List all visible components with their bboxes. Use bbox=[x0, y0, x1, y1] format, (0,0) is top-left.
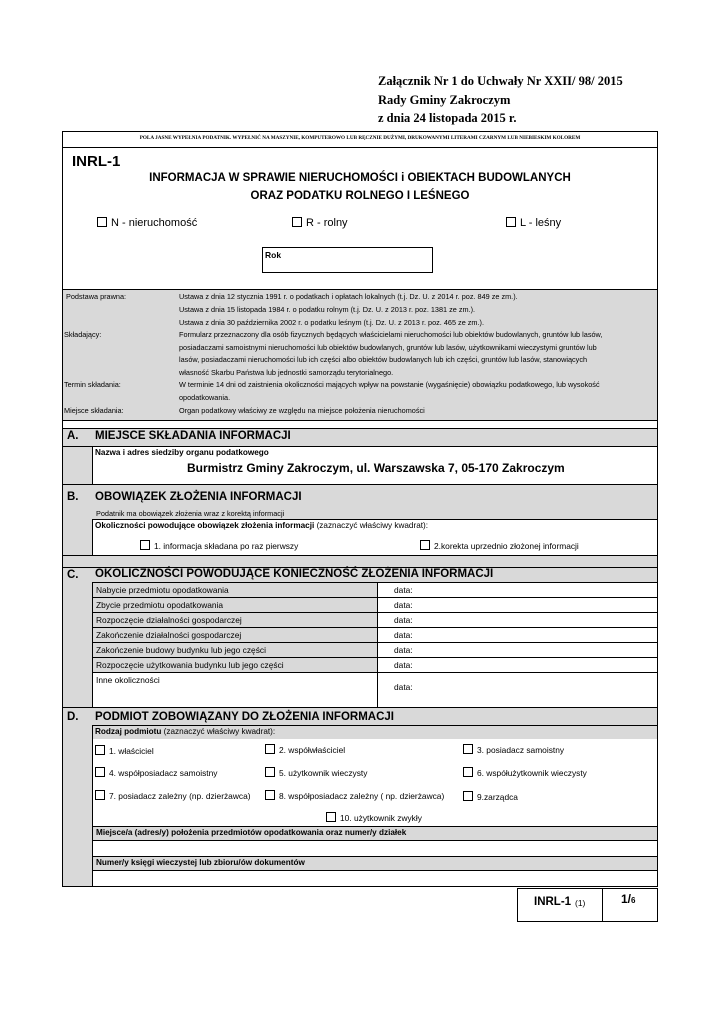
circumstance-row: Zakończenie budowy budynku lub jego części bbox=[96, 645, 266, 655]
date-field[interactable]: data: bbox=[394, 615, 413, 625]
correction-option[interactable]: 2.korekta uprzednio złożonej informacji bbox=[420, 540, 579, 551]
type-option-r[interactable]: R - rolny bbox=[292, 217, 348, 229]
land-register-label: Numer/y księgi wieczystej lub zbioru/ów dokumentów bbox=[96, 858, 305, 867]
section-d-letter: D. bbox=[67, 711, 79, 723]
entity-option-owner[interactable]: 1. właściciel bbox=[95, 745, 154, 756]
location-field[interactable] bbox=[93, 841, 657, 855]
basis-text: Ustawa z dnia 12 stycznia 1991 r. o podatkach i opłatach lokalnych (t.j. Dz. U. z 2014 r. poz. 849 ze zm.). bbox=[179, 292, 518, 301]
section-d-title: PODMIOT ZOBOWIĄZANY DO ZŁOŻENIA INFORMACJI bbox=[95, 711, 394, 723]
checkbox-icon[interactable] bbox=[463, 767, 473, 777]
footer-box bbox=[517, 888, 658, 922]
location-label: Miejsce/a (adres/y) położenia przedmiotów opodatkowania oraz numer/y działek bbox=[96, 828, 407, 837]
circumstance-row: Rozpoczęcie użytkowania budynku lub jego części bbox=[96, 660, 284, 670]
basis-text: Ustawa z dnia 30 października 2002 r. o podatku leśnym (t.j. Dz. U. z 2013 r. poz. 465 ze zm.). bbox=[179, 318, 484, 327]
entity-option-possessor[interactable]: 3. posiadacz samoistny bbox=[463, 744, 564, 755]
section-c-title: OKOLICZNOŚCI POWODUJĄCE KONIECZNOŚĆ ZŁOŻENIA INFORMACJI bbox=[95, 568, 494, 580]
date-field[interactable]: data: bbox=[394, 585, 413, 595]
form-code: INRL-1 bbox=[72, 153, 121, 170]
checkbox-icon[interactable] bbox=[97, 217, 107, 227]
entity-kind-label: Rodzaj podmiotu (zaznaczyć właściwy kwadrat): bbox=[95, 727, 276, 736]
fill-instruction: POLA JASNE WYPEŁNIA PODATNIK. WYPEŁNIĆ NA MASZYNIE, KOMPUTEROWO LUB RĘCZNIE DUŻYMI, DRUKOWANYMI LITERAMI CZARNYM LUB NIEBIESKIM KOLOREM bbox=[139, 135, 581, 141]
type-option-l[interactable]: L - leśny bbox=[506, 217, 561, 229]
section-a-title: MIEJSCE SKŁADANIA INFORMACJI bbox=[95, 430, 291, 442]
deadline-label: Termin składania: bbox=[64, 380, 121, 389]
checkbox-icon[interactable] bbox=[292, 217, 302, 227]
circumstance-row: Rozpoczęcie działalności gospodarczej bbox=[96, 615, 242, 625]
entity-option-manager[interactable]: 9.zarządca bbox=[463, 791, 518, 802]
checkbox-icon[interactable] bbox=[265, 767, 275, 777]
section-c-shade bbox=[63, 567, 92, 707]
checkbox-icon[interactable] bbox=[95, 767, 105, 777]
checkbox-icon[interactable] bbox=[140, 540, 150, 550]
date-field[interactable]: data: bbox=[394, 645, 413, 655]
filer-label: Składający: bbox=[64, 330, 102, 339]
entity-option-co-owner[interactable]: 2. współwłaściciel bbox=[265, 744, 345, 755]
filer-text: posiadaczami samoistnymi nieruchomości lub obiektów budowlanych, gruntów lub lasów, użytkownikami wieczystymi gruntów lub bbox=[179, 343, 597, 352]
section-a-letter: A. bbox=[67, 430, 79, 442]
checkbox-icon[interactable] bbox=[95, 790, 105, 800]
section-b-letter: B. bbox=[67, 491, 79, 503]
filer-text: Formularz przeznaczony dla osób fizycznych będących właścicielami nieruchomości lub obiektów budowlanych, gruntów lub lasów, bbox=[179, 330, 603, 339]
checkbox-icon[interactable] bbox=[463, 791, 473, 801]
entity-option-dependent-possessor[interactable]: 7. posiadacz zależny (np. dzierżawca) bbox=[95, 790, 251, 801]
deadline-text: opodatkowania. bbox=[179, 393, 231, 402]
section-c-letter: C. bbox=[67, 569, 79, 581]
date-field[interactable]: data: bbox=[394, 630, 413, 640]
correction-note: Podatnik ma obowiązek złożenia wraz z korektą informacji bbox=[96, 509, 285, 518]
land-register-field[interactable] bbox=[93, 871, 657, 885]
entity-option-perpetual-user[interactable]: 5. użytkownik wieczysty bbox=[265, 767, 367, 778]
form-title-line1: INFORMACJA W SPRAWIE NIERUCHOMOŚCI i OBIEKTACH BUDOWLANYCH bbox=[149, 172, 571, 184]
checkbox-icon[interactable] bbox=[265, 744, 275, 754]
basis-label: Podstawa prawna: bbox=[66, 292, 127, 301]
circumstance-row: Zakończenie działalności gospodarczej bbox=[96, 630, 242, 640]
attachment-header-line2: Rady Gminy Zakroczym bbox=[378, 93, 511, 107]
authority-label: Nazwa i adres siedziby organu podatkowego bbox=[95, 448, 269, 457]
place-text: Organ podatkowy właściwy ze względu na miejsce położenia nieruchomości bbox=[179, 406, 425, 415]
filer-text: lasów, posiadaczami nieruchomości lub ich części albo obiektów budowlanych lub ich części, gruntów lub lasów, stanowiących bbox=[179, 355, 588, 364]
first-filing-option[interactable]: 1. informacja składana po raz pierwszy bbox=[140, 540, 298, 551]
checkbox-icon[interactable] bbox=[326, 812, 336, 822]
form-title-line2: ORAZ PODATKU ROLNEGO I LEŚNEGO bbox=[250, 190, 470, 202]
place-label: Miejsce składania: bbox=[64, 406, 124, 415]
type-option-n[interactable]: N - nieruchomość bbox=[97, 217, 197, 229]
attachment-header-line1: Załącznik Nr 1 do Uchwały Nr XXII/ 98/ 2015 bbox=[378, 74, 623, 88]
checkbox-icon[interactable] bbox=[463, 744, 473, 754]
filer-text: własność Skarbu Państwa lub jednostki samorządu terytorialnego. bbox=[179, 368, 394, 377]
date-field[interactable]: data: bbox=[394, 600, 413, 610]
entity-option-co-possessor[interactable]: 4. współposiadacz samoistny bbox=[95, 767, 217, 778]
circumstances-label: Okoliczności powodujące obowiązek złożenia informacji (zaznaczyć właściwy kwadrat): bbox=[95, 521, 429, 530]
date-field[interactable]: data: bbox=[394, 660, 413, 670]
checkbox-icon[interactable] bbox=[506, 217, 516, 227]
entity-option-ordinary-user[interactable]: 10. użytkownik zwykły bbox=[326, 812, 422, 823]
authority-value: Burmistrz Gminy Zakroczym, ul. Warszawska 7, 05-170 Zakroczym bbox=[187, 461, 565, 475]
circumstance-row: Nabycie przedmiotu opodatkowania bbox=[96, 585, 229, 595]
checkbox-icon[interactable] bbox=[265, 790, 275, 800]
attachment-header-line3: z dnia 24 listopada 2015 r. bbox=[378, 111, 517, 125]
basis-text: Ustawa z dnia 15 listopada 1984 r. o podatku rolnym (t.j. Dz. U. z 2013 r. poz. 1381 ze zm.). bbox=[179, 305, 476, 314]
year-label: Rok bbox=[265, 250, 282, 260]
entity-option-co-dependent-possessor[interactable]: 8. współposiadacz zależny ( np. dzierżawca) bbox=[265, 790, 444, 801]
footer-form-code: INRL-1 bbox=[534, 896, 572, 908]
year-field[interactable] bbox=[262, 247, 433, 273]
footer-version: (1) bbox=[575, 898, 586, 908]
footer-page-number: 1/6 bbox=[621, 892, 636, 906]
circumstance-row: Inne okoliczności bbox=[96, 675, 160, 685]
deadline-text: W terminie 14 dni od zaistnienia okoliczności mających wpływ na powstanie (wygaśnięcie) obowiązku podatkowego, lub wysokość bbox=[179, 380, 600, 389]
section-b-title: OBOWIĄZEK ZŁOŻENIA INFORMACJI bbox=[95, 491, 302, 503]
circumstance-row: Zbycie przedmiotu opodatkowania bbox=[96, 600, 224, 610]
entity-option-co-perpetual-user[interactable]: 6. współużytkownik wieczysty bbox=[463, 767, 587, 778]
checkbox-icon[interactable] bbox=[95, 745, 105, 755]
checkbox-icon[interactable] bbox=[420, 540, 430, 550]
date-field[interactable]: data: bbox=[394, 682, 413, 692]
